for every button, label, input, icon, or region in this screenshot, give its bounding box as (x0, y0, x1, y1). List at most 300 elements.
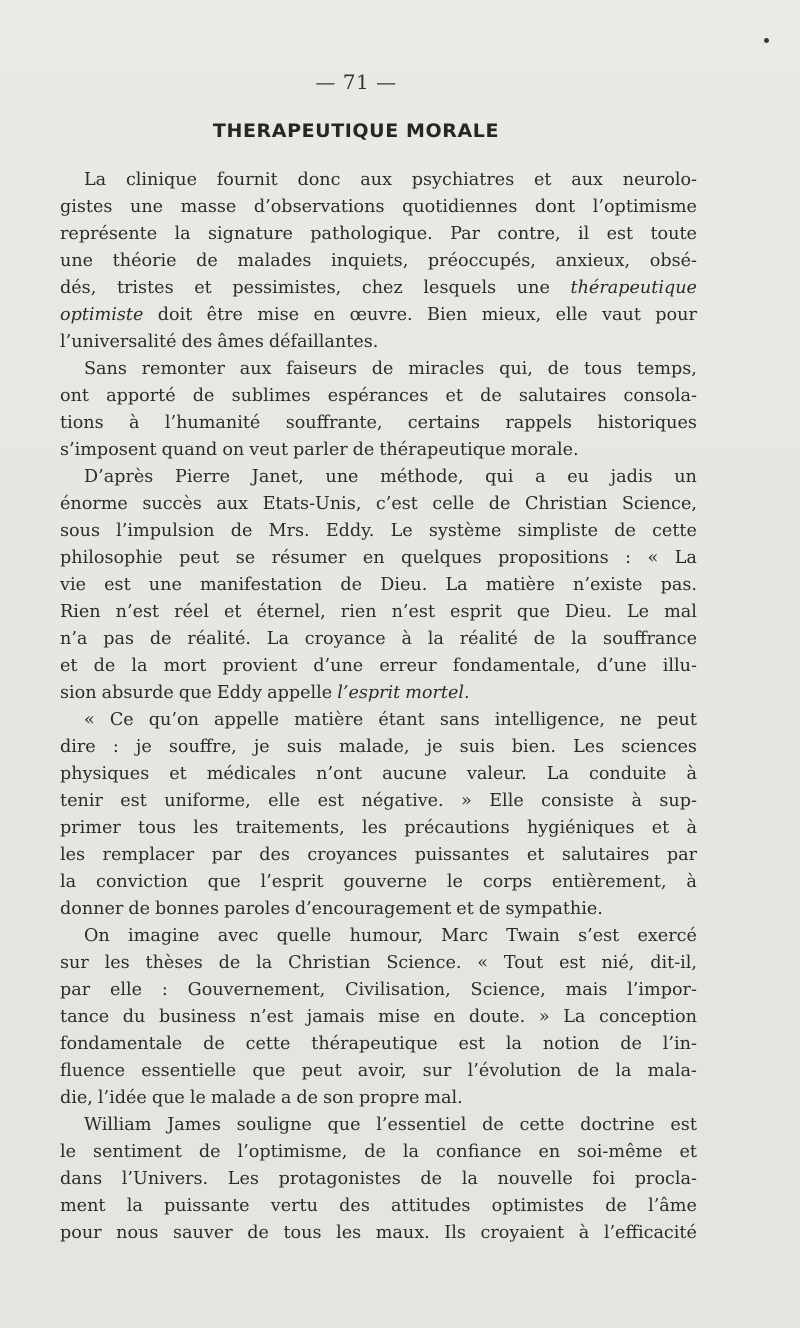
word: pour (60, 1223, 102, 1243)
word: donc (297, 170, 341, 190)
word: n’est (249, 1007, 294, 1027)
word: : (625, 548, 632, 568)
word: sous (60, 521, 100, 541)
word: gistes (60, 197, 113, 217)
word: de (533, 629, 556, 649)
text-line (60, 356, 697, 383)
word: Bien (427, 305, 468, 325)
text-line (60, 221, 697, 248)
word: vertu (270, 1196, 318, 1216)
word: mise (257, 305, 300, 325)
word: doctrine (580, 1115, 655, 1135)
word: certains (407, 413, 481, 433)
word: de (364, 1142, 386, 1162)
word: d’observations (253, 197, 385, 217)
word: conviction (95, 872, 188, 892)
word: vie (60, 575, 86, 595)
word: par (666, 845, 697, 865)
word: est (317, 791, 345, 811)
word: l’esprit (337, 683, 401, 703)
word: neurolo- (622, 170, 697, 190)
word: Dieu. (564, 602, 612, 622)
word: à (401, 629, 412, 649)
word: erreur (379, 656, 437, 676)
word: de (547, 359, 570, 379)
word: l’esprit (260, 872, 324, 892)
word: les (362, 818, 388, 838)
word: pour (655, 305, 697, 325)
word: peut (179, 548, 220, 568)
word: On (84, 926, 110, 946)
word: malade (210, 1088, 276, 1108)
word: que (178, 683, 212, 703)
word: nouvelle (497, 1169, 573, 1189)
word: système (428, 521, 502, 541)
word: souffrante, (285, 413, 383, 433)
word: une (148, 575, 182, 595)
text-line (60, 1004, 697, 1031)
word: à (631, 791, 642, 811)
word: thèses (145, 953, 203, 973)
word: méthode, (380, 467, 464, 487)
word: par (211, 845, 242, 865)
text-line (60, 275, 697, 302)
word: miracles (408, 359, 485, 379)
word: éternel, (256, 602, 326, 622)
text-line (60, 788, 697, 815)
word: croyances (307, 845, 398, 865)
word: sentiment (92, 1142, 182, 1162)
word: apporté (106, 386, 176, 406)
word: et (60, 656, 78, 676)
word: qui (485, 467, 514, 487)
word: Gouvernement, (187, 980, 326, 1000)
word: est (606, 224, 634, 244)
word: les (104, 953, 130, 973)
word: est (670, 1115, 697, 1135)
word: Christian (288, 953, 371, 973)
word: malades (237, 251, 312, 271)
word: aux (239, 359, 272, 379)
word: Elle (489, 791, 524, 811)
word: tance (60, 1007, 110, 1027)
word: salutaires (561, 845, 650, 865)
text-line (60, 1112, 697, 1139)
word: valeur. (466, 764, 527, 784)
word: de (247, 1223, 269, 1243)
word: avoir, (357, 1061, 407, 1081)
text-line (60, 977, 697, 1004)
word: à (129, 413, 140, 433)
word: dans (60, 1169, 103, 1189)
text-line (60, 545, 697, 572)
word: les (60, 845, 86, 865)
word: Science. (386, 953, 462, 973)
word: mort (163, 656, 207, 676)
word: suis (459, 737, 495, 757)
word: dés, (60, 278, 97, 298)
word: toute (650, 224, 697, 244)
word: elle (268, 791, 301, 811)
word: la (571, 629, 588, 649)
word: vaut (602, 305, 641, 325)
word: physiques (60, 764, 150, 784)
word: Mrs. (268, 521, 310, 541)
word: Janet, (251, 467, 304, 487)
word: de (605, 1196, 627, 1216)
word: soi-même (577, 1142, 663, 1162)
word: propositions (498, 548, 609, 568)
word: et (169, 764, 187, 784)
word: appelle (267, 683, 333, 703)
word: de (352, 440, 375, 460)
word: est (120, 791, 147, 811)
word: thérapeutique (379, 440, 506, 460)
word: intelligence, (494, 710, 605, 730)
word: n’est (115, 602, 160, 622)
word: fondamentale (60, 1034, 183, 1054)
word: tenir (60, 791, 103, 811)
word: croyaient (480, 1223, 565, 1243)
word: aux (360, 170, 392, 190)
word: n’ont (316, 764, 363, 784)
word: et (679, 1142, 697, 1162)
word: Les (573, 737, 605, 757)
word: peut (301, 1061, 342, 1081)
word: « (84, 710, 95, 730)
word: mal. (424, 1088, 463, 1108)
word: attitudes (391, 1196, 471, 1216)
word: les (193, 818, 219, 838)
word: hygiéniques (526, 818, 635, 838)
text-line (60, 572, 697, 599)
word: je (426, 737, 443, 757)
word: et (445, 386, 463, 406)
word: théorie (112, 251, 177, 271)
word: conception (599, 1007, 697, 1027)
word: puissantes (414, 845, 510, 865)
word: tous (138, 818, 177, 838)
word: sion (60, 683, 97, 703)
word: que (516, 602, 550, 622)
chapter-heading: THERAPEUTIQUE MORALE (212, 120, 500, 142)
text-line (60, 923, 697, 950)
word: la (402, 1142, 420, 1162)
word: D’après (84, 467, 154, 487)
word: d’une (596, 656, 647, 676)
word: l’impulsion (116, 521, 215, 541)
word: mieux, (481, 305, 542, 325)
word: de (192, 386, 215, 406)
word: résumer (271, 548, 347, 568)
word: et (526, 845, 545, 865)
page-number: — 71 — (315, 70, 397, 94)
word: peut (656, 710, 697, 730)
word: remonter (141, 359, 225, 379)
word: appelle (214, 710, 280, 730)
text-line (60, 1085, 697, 1112)
word: l’évolution (467, 1061, 562, 1081)
text-line (60, 437, 697, 464)
word: s’est (578, 926, 620, 946)
word: conduite (588, 764, 667, 784)
word: l’idée (97, 1088, 147, 1108)
word: pathologique. (310, 224, 433, 244)
word: de (218, 953, 241, 973)
word: signature (207, 224, 293, 244)
word: l’impor- (627, 980, 697, 1000)
word: dont (534, 197, 576, 217)
word: une (325, 467, 359, 487)
word: La (674, 548, 697, 568)
word: tions (60, 413, 104, 433)
word: fluence (60, 1061, 126, 1081)
word: sur (60, 953, 89, 973)
text-line (60, 950, 697, 977)
word: provient (222, 656, 298, 676)
word: essentielle (141, 1061, 237, 1081)
word: et (533, 170, 552, 190)
word: que (151, 1088, 185, 1108)
word: gouverne (343, 872, 428, 892)
word: préoccupés, (427, 251, 536, 271)
word: de (371, 359, 394, 379)
word: sublimes (231, 386, 311, 406)
word: réalité. (187, 629, 251, 649)
word: tous (283, 1223, 322, 1243)
word: l’Univers. (121, 1169, 209, 1189)
word: pas. (660, 575, 697, 595)
word: : (112, 737, 119, 757)
word: a (535, 467, 546, 487)
word: il (578, 224, 590, 244)
word: de (93, 656, 116, 676)
text-line (60, 734, 697, 761)
text-line (60, 869, 697, 896)
word: quelle (276, 926, 332, 946)
text-line (60, 302, 697, 329)
word: protagonistes (278, 1169, 401, 1189)
text-line (60, 410, 697, 437)
word: la (615, 1061, 632, 1081)
word: optimistes (491, 1196, 585, 1216)
word: cette (245, 1034, 291, 1054)
word: ment (60, 1196, 106, 1216)
word: psychiatres (411, 170, 515, 190)
word: Civilisation, (345, 980, 451, 1000)
word: âmes (217, 332, 264, 352)
word: du (122, 1007, 146, 1027)
word: être (206, 305, 243, 325)
word: manifestation (200, 575, 323, 595)
word: l’optimisme (592, 197, 697, 217)
word: Le (626, 602, 650, 622)
word: œuvre. (349, 305, 413, 325)
word: foi (592, 1169, 616, 1189)
word: paroles (224, 899, 290, 919)
word: et (223, 602, 242, 622)
word: l’universalité (60, 332, 177, 352)
word: je (135, 737, 152, 757)
word: cette (519, 1115, 565, 1135)
word: Rien (60, 602, 101, 622)
word: rien (340, 602, 377, 622)
word: philosophie (60, 548, 163, 568)
word: à (578, 1223, 590, 1243)
word: Par (450, 224, 481, 244)
word: à (686, 872, 697, 892)
word: Le (390, 521, 413, 541)
word: inquiets, (331, 251, 409, 271)
word: de (478, 899, 501, 919)
word: mala- (647, 1061, 697, 1081)
word: « (647, 548, 659, 568)
word: jadis (610, 467, 653, 487)
text-line (60, 1166, 697, 1193)
text-line (60, 329, 697, 356)
word: sup- (659, 791, 697, 811)
word: doit (157, 305, 193, 325)
text-line (60, 1220, 697, 1247)
word: « (477, 953, 489, 973)
word: de (198, 1142, 221, 1162)
body-text (60, 167, 697, 1247)
word: par (60, 980, 91, 1000)
word: de (196, 251, 218, 271)
text-line (60, 842, 697, 869)
word: le (189, 1088, 206, 1108)
word: entièrement, (551, 872, 667, 892)
word: imagine (128, 926, 200, 946)
word: l’optimisme, (237, 1142, 348, 1162)
word: matière (485, 575, 555, 595)
word: énorme (60, 494, 128, 514)
word: eu (567, 467, 589, 487)
word: son (323, 1088, 355, 1108)
word: malade, (338, 737, 410, 757)
word: et (194, 278, 212, 298)
word: jamais (306, 1007, 365, 1027)
word: souligne (236, 1115, 312, 1135)
word: étant (378, 710, 425, 730)
word: de (488, 494, 511, 514)
word: l’efficacité (603, 1223, 697, 1243)
word: quand (161, 440, 218, 460)
word: que (252, 1061, 286, 1081)
word: quotidiennes (402, 197, 518, 217)
word: primer (60, 818, 121, 838)
word: succès (142, 494, 202, 514)
word: l’âme (648, 1196, 697, 1216)
word: en (313, 305, 336, 325)
word: sans (439, 710, 480, 730)
word: dire (60, 737, 96, 757)
word: a (280, 1088, 292, 1108)
word: absurde (101, 683, 174, 703)
word: pessimistes, (232, 278, 342, 298)
text-line (60, 518, 697, 545)
word: défaillantes. (268, 332, 379, 352)
word: avec (217, 926, 259, 946)
word: lesquels (423, 278, 497, 298)
word: aucune (382, 764, 447, 784)
word: optimiste (60, 305, 144, 325)
word: puissante (164, 1196, 250, 1216)
word: Sans (84, 359, 127, 379)
word: elle (555, 305, 588, 325)
word: l’in- (662, 1034, 697, 1054)
word: » (538, 1007, 550, 1027)
word: d’une (313, 656, 364, 676)
word: est (559, 953, 586, 973)
word: et (456, 899, 474, 919)
word: parler (293, 440, 348, 460)
word: thérapeutique (570, 278, 697, 298)
word: business (159, 1007, 237, 1027)
word: consola- (623, 386, 697, 406)
word: que (207, 872, 241, 892)
text-line (60, 680, 697, 707)
text-line (60, 1058, 697, 1085)
word: les (336, 1223, 362, 1243)
word: nié, (601, 953, 635, 973)
word: faiseurs (286, 359, 358, 379)
word: exercé (637, 926, 697, 946)
word: doute. (468, 1007, 526, 1027)
word: historiques (597, 413, 697, 433)
word: Ce (109, 710, 134, 730)
word: tristes (116, 278, 174, 298)
word: est (104, 575, 131, 595)
word: elle (110, 980, 143, 1000)
word: esprit (450, 602, 502, 622)
word: sauver (173, 1223, 233, 1243)
word: suis (286, 737, 322, 757)
word: Pierre (174, 467, 231, 487)
word: de (620, 1034, 642, 1054)
word: sciences (621, 737, 697, 757)
word: mise (378, 1007, 420, 1027)
word: des (259, 845, 290, 865)
word: mal (664, 602, 697, 622)
word: simpliste (517, 521, 598, 541)
word: donner (60, 899, 124, 919)
text-line (60, 491, 697, 518)
word: représente (60, 224, 158, 244)
text-line (60, 194, 697, 221)
word: des (339, 1196, 370, 1216)
word: William (84, 1115, 152, 1135)
word: la (131, 656, 148, 676)
word: ont (60, 386, 89, 406)
word: mortel. (405, 683, 470, 703)
word: une (60, 251, 94, 271)
word: traitements, (235, 818, 345, 838)
word: n’est (391, 602, 436, 622)
word: remplacer (102, 845, 195, 865)
word: confiance (435, 1142, 522, 1162)
word: temps, (636, 359, 697, 379)
word: que (327, 1115, 361, 1135)
word: matière (294, 710, 364, 730)
word: est (458, 1034, 486, 1054)
ink-speck (764, 38, 769, 43)
text-line (60, 1031, 697, 1058)
word: la (60, 872, 77, 892)
word: à (686, 764, 697, 784)
text-line (60, 707, 697, 734)
word: réel (174, 602, 209, 622)
